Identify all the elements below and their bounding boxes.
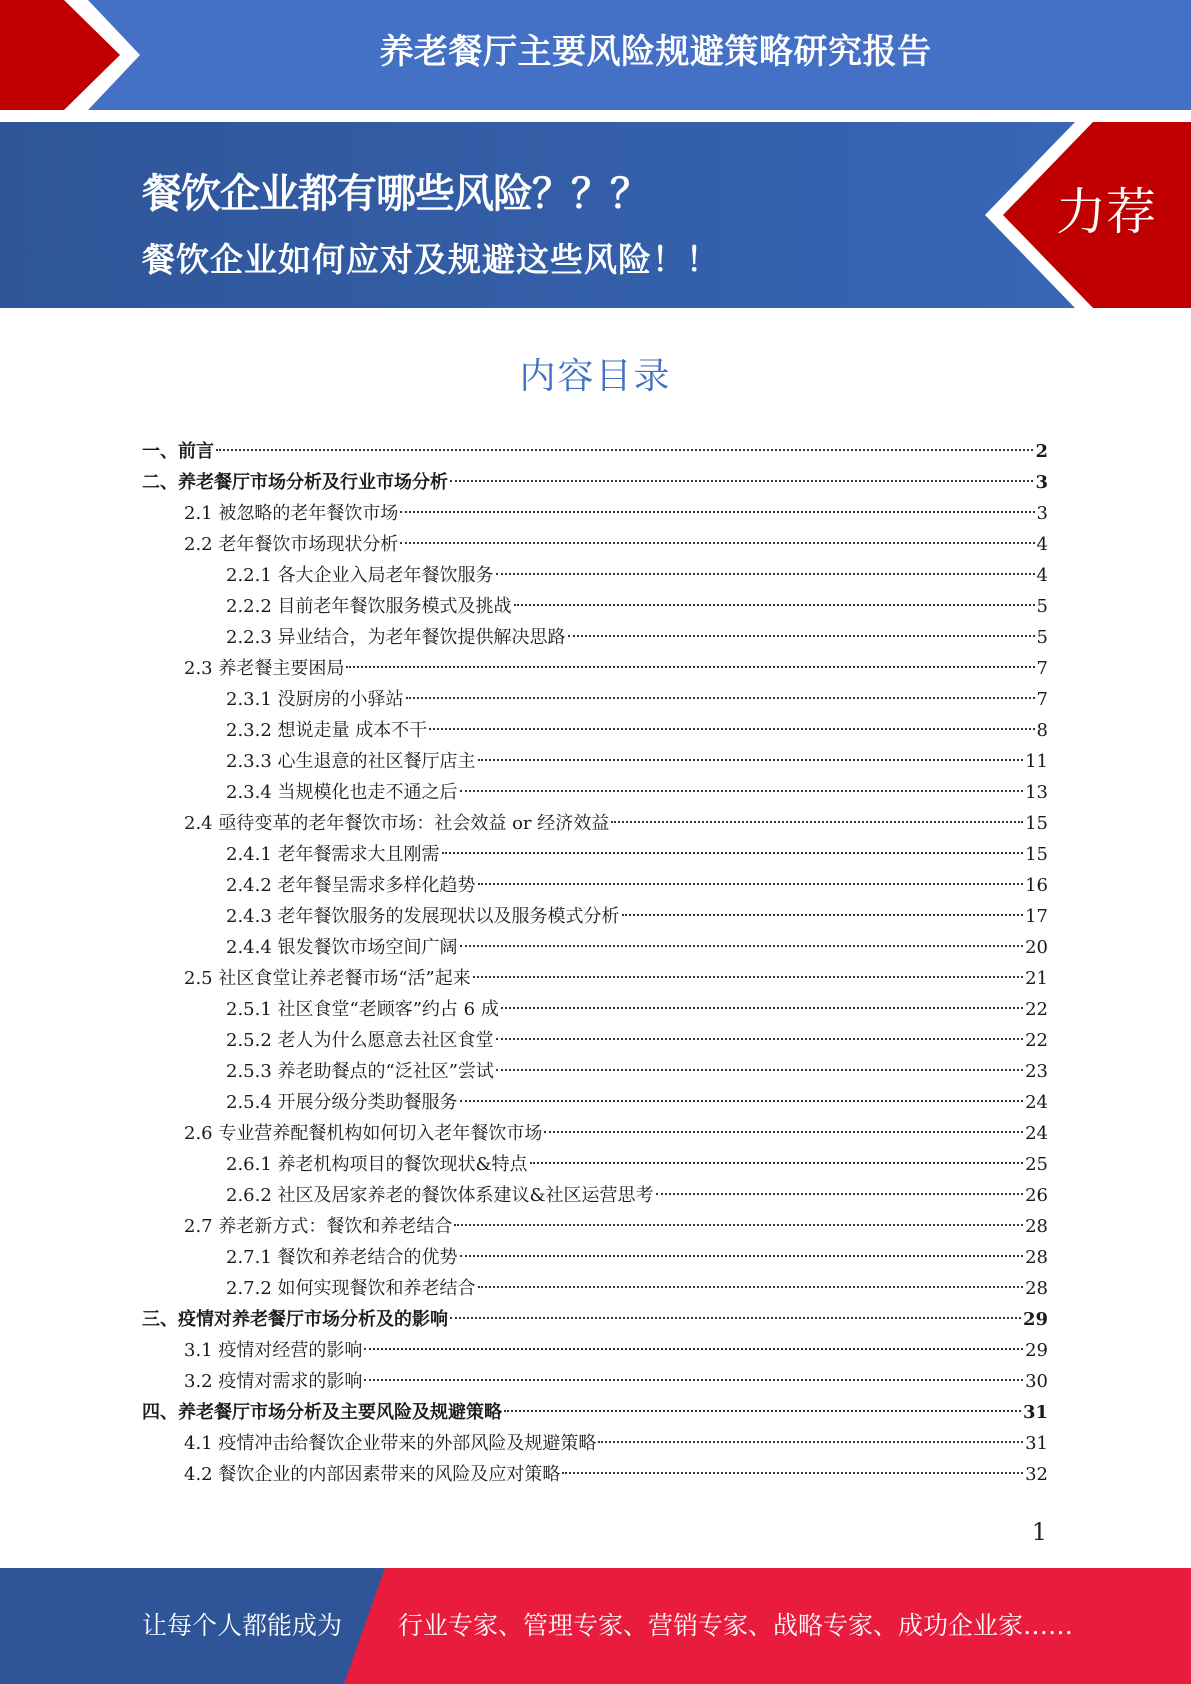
toc-entry[interactable] [142, 1118, 1048, 1149]
toc-entry[interactable] [142, 1366, 1048, 1397]
toc-entry-page: 4 [1036, 565, 1048, 586]
toc-dot-leader [450, 1317, 1021, 1319]
toc-entry[interactable] [142, 901, 1048, 932]
toc-entry[interactable] [142, 777, 1048, 808]
toc-dot-leader [460, 1100, 1024, 1102]
toc-entry[interactable] [142, 684, 1048, 715]
toc-entry-page: 7 [1036, 689, 1048, 710]
toc-entry-title: 2.5.4 开展分级分类助餐服务 [226, 1092, 458, 1113]
toc-entry-title: 2.3.2 想说走量 成本不干 [226, 720, 428, 741]
toc-entry[interactable] [142, 963, 1048, 994]
toc-entry-title: 二、养老餐厅市场分析及行业市场分析 [142, 472, 448, 493]
toc-entry-title: 3.1 疫情对经营的影响 [184, 1340, 363, 1361]
toc-entry-title: 2.3.1 没厨房的小驿站 [226, 689, 404, 710]
banner [0, 122, 1191, 308]
toc-entry[interactable] [142, 1304, 1048, 1335]
toc-entry[interactable] [142, 467, 1048, 498]
toc-dot-leader [454, 1224, 1023, 1226]
toc-dot-leader [460, 945, 1024, 947]
toc-dot-leader [501, 1007, 1023, 1009]
toc-entry-title: 四、养老餐厅市场分析及主要风险及规避策略 [142, 1402, 502, 1423]
toc-dot-leader [364, 1348, 1023, 1350]
toc-entry-title: 一、前言 [142, 441, 214, 462]
toc-dot-leader [544, 1131, 1023, 1133]
toc-dot-leader [460, 1255, 1024, 1257]
recommend-badge-label: 力荐 [1056, 183, 1156, 241]
toc-entry[interactable] [142, 1428, 1048, 1459]
toc-entry-title: 4.1 疫情冲击给餐饮企业带来的外部风险及规避策略 [184, 1433, 597, 1454]
toc-entry[interactable] [142, 746, 1048, 777]
toc-entry-page: 15 [1025, 813, 1048, 834]
toc-dot-leader [442, 852, 1024, 854]
toc-entry[interactable] [142, 870, 1048, 901]
toc-entry-title: 2.4 亟待变革的老年餐饮市场：社会效益 or 经济效益 [184, 813, 610, 834]
footer [0, 1568, 1191, 1684]
toc-dot-leader [400, 542, 1034, 544]
toc-entry[interactable] [142, 1242, 1048, 1273]
toc-dot-leader [611, 821, 1023, 823]
toc-entry-page: 22 [1025, 1030, 1048, 1051]
toc-entry-title: 2.6.2 社区及居家养老的餐饮体系建议&社区运营思考 [226, 1185, 654, 1206]
toc-entry-title: 2.2.1 各大企业入局老年餐饮服务 [226, 565, 494, 586]
toc-entry[interactable] [142, 932, 1048, 963]
toc-entry[interactable] [142, 715, 1048, 746]
toc-entry-title: 2.7.2 如何实现餐饮和养老结合 [226, 1278, 476, 1299]
toc-entry[interactable] [142, 1149, 1048, 1180]
toc-entry-page: 20 [1025, 937, 1048, 958]
toc-entry[interactable] [142, 1459, 1048, 1490]
footer-slogan-left: 让每个人都能成为 [142, 1611, 343, 1640]
page-number: 1 [1031, 1518, 1047, 1546]
toc-entry-title: 2.4.1 老年餐需求大且刚需 [226, 844, 440, 865]
toc-dot-leader [406, 697, 1035, 699]
toc-dot-leader [568, 635, 1035, 637]
toc-dot-leader [460, 790, 1024, 792]
toc-dot-leader [429, 728, 1034, 730]
toc-dot-leader [364, 1379, 1023, 1381]
toc-entry-page: 16 [1025, 875, 1048, 896]
toc-entry-page: 4 [1036, 534, 1048, 555]
toc-dot-leader [496, 1069, 1023, 1071]
toc-entry-title: 2.4.3 老年餐饮服务的发展现状以及服务模式分析 [226, 906, 620, 927]
toc-entry-page: 2 [1035, 441, 1048, 462]
toc-entry-page: 30 [1025, 1371, 1048, 1392]
toc-entry-title: 2.6.1 养老机构项目的餐饮现状&特点 [226, 1154, 528, 1175]
toc-entry-page: 31 [1022, 1402, 1048, 1423]
toc-entry[interactable] [142, 1025, 1048, 1056]
footer-slogan-right: 行业专家、管理专家、营销专家、战略专家、成功企业家…… [398, 1611, 1074, 1640]
toc-entry[interactable] [142, 1180, 1048, 1211]
toc-entry-page: 24 [1025, 1123, 1048, 1144]
toc-entry[interactable] [142, 591, 1048, 622]
toc-entry-title: 2.3.4 当规模化也走不通之后 [226, 782, 458, 803]
toc-entry-title: 2.7 养老新方式：餐饮和养老结合 [184, 1216, 453, 1237]
toc-entry-page: 3 [1036, 503, 1048, 524]
toc-entry-page: 5 [1036, 627, 1048, 648]
toc-entry[interactable] [142, 994, 1048, 1025]
header-bar [0, 0, 1191, 110]
toc-entry-page: 28 [1025, 1278, 1048, 1299]
toc-dot-leader [598, 1441, 1023, 1443]
toc-entry-page: 29 [1025, 1340, 1048, 1361]
toc-entry-title: 2.4.4 银发餐饮市场空间广阔 [226, 937, 458, 958]
toc-entry-page: 24 [1025, 1092, 1048, 1113]
table-of-contents [142, 436, 1048, 1490]
toc-entry[interactable] [142, 839, 1048, 870]
toc-entry[interactable] [142, 622, 1048, 653]
toc-heading: 内容目录 [519, 356, 672, 397]
toc-entry-title: 2.5.3 养老助餐点的“泛社区”尝试 [226, 1061, 494, 1082]
toc-entry[interactable] [142, 1211, 1048, 1242]
toc-entry-page: 29 [1022, 1309, 1048, 1330]
toc-dot-leader [400, 511, 1034, 513]
toc-entry-page: 5 [1036, 596, 1048, 617]
toc-entry-page: 8 [1036, 720, 1048, 741]
toc-entry-title: 2.5.2 老人为什么愿意去社区食堂 [226, 1030, 494, 1051]
toc-entry-page: 22 [1025, 999, 1048, 1020]
toc-entry[interactable] [142, 529, 1048, 560]
toc-entry-page: 21 [1025, 968, 1048, 989]
toc-entry[interactable] [142, 1273, 1048, 1304]
toc-entry-title: 2.4.2 老年餐呈需求多样化趋势 [226, 875, 476, 896]
toc-entry-page: 31 [1025, 1433, 1048, 1454]
toc-entry-title: 2.6 专业营养配餐机构如何切入老年餐饮市场 [184, 1123, 543, 1144]
toc-entry[interactable] [142, 653, 1048, 684]
toc-entry-page: 25 [1025, 1154, 1048, 1175]
toc-entry-page: 13 [1025, 782, 1048, 803]
toc-entry-page: 26 [1025, 1185, 1048, 1206]
toc-entry-page: 32 [1025, 1464, 1048, 1485]
toc-entry-title: 3.2 疫情对需求的影响 [184, 1371, 363, 1392]
toc-entry[interactable] [142, 1397, 1048, 1428]
toc-entry[interactable] [142, 498, 1048, 529]
toc-entry-page: 3 [1035, 472, 1048, 493]
toc-entry-title: 4.2 餐饮企业的内部因素带来的风险及应对策略 [184, 1464, 561, 1485]
toc-entry[interactable] [142, 1056, 1048, 1087]
toc-dot-leader [562, 1472, 1023, 1474]
toc-entry-page: 28 [1025, 1247, 1048, 1268]
toc-entry-title: 2.3 养老餐主要困局 [184, 658, 345, 679]
toc-entry-title: 2.5.1 社区食堂“老顾客”约占 6 成 [226, 999, 499, 1020]
toc-entry-page: 28 [1025, 1216, 1048, 1237]
toc-dot-leader [514, 604, 1035, 606]
toc-dot-leader [478, 883, 1024, 885]
toc-dot-leader [478, 1286, 1024, 1288]
toc-entry[interactable] [142, 1087, 1048, 1118]
toc-dot-leader [216, 449, 1033, 451]
toc-entry-page: 23 [1025, 1061, 1048, 1082]
toc-dot-leader [656, 1193, 1024, 1195]
toc-entry-page: 11 [1025, 751, 1048, 772]
toc-entry-page: 7 [1036, 658, 1048, 679]
toc-entry-title: 2.3.3 心生退意的社区餐厅店主 [226, 751, 476, 772]
toc-dot-leader [504, 1410, 1021, 1412]
toc-entry-page: 15 [1025, 844, 1048, 865]
toc-dot-leader [496, 1038, 1024, 1040]
report-title: 养老餐厅主要风险规避策略研究报告 [379, 32, 932, 72]
toc-dot-leader [530, 1162, 1024, 1164]
toc-entry-title: 2.2.3 异业结合，为老年餐饮提供解决思路 [226, 627, 566, 648]
toc-entry-title: 2.5 社区食堂让养老餐市场“活”起来 [184, 968, 471, 989]
banner-headline-answer: 餐饮企业如何应对及规避这些风险！！ [142, 240, 720, 279]
toc-dot-leader [478, 759, 1024, 761]
toc-dot-leader [450, 480, 1033, 482]
toc-entry-title: 2.2.2 目前老年餐饮服务模式及挑战 [226, 596, 512, 617]
toc-dot-leader [496, 573, 1035, 575]
toc-entry-page: 17 [1025, 906, 1048, 927]
toc-entry-title: 2.7.1 餐饮和养老结合的优势 [226, 1247, 458, 1268]
toc-entry-title: 三、疫情对养老餐厅市场分析及的影响 [142, 1309, 448, 1330]
toc-entry[interactable] [142, 808, 1048, 839]
red-chevron-decoration [0, 0, 160, 110]
toc-dot-leader [622, 914, 1024, 916]
toc-entry-title: 2.2 老年餐饮市场现状分析 [184, 534, 399, 555]
toc-dot-leader [473, 976, 1023, 978]
toc-entry[interactable] [142, 436, 1048, 467]
banner-headline-question: 餐饮企业都有哪些风险？？？ [142, 171, 649, 217]
toc-entry[interactable] [142, 560, 1048, 591]
toc-entry[interactable] [142, 1335, 1048, 1366]
toc-dot-leader [346, 666, 1034, 668]
toc-entry-title: 2.1 被忽略的老年餐饮市场 [184, 503, 399, 524]
